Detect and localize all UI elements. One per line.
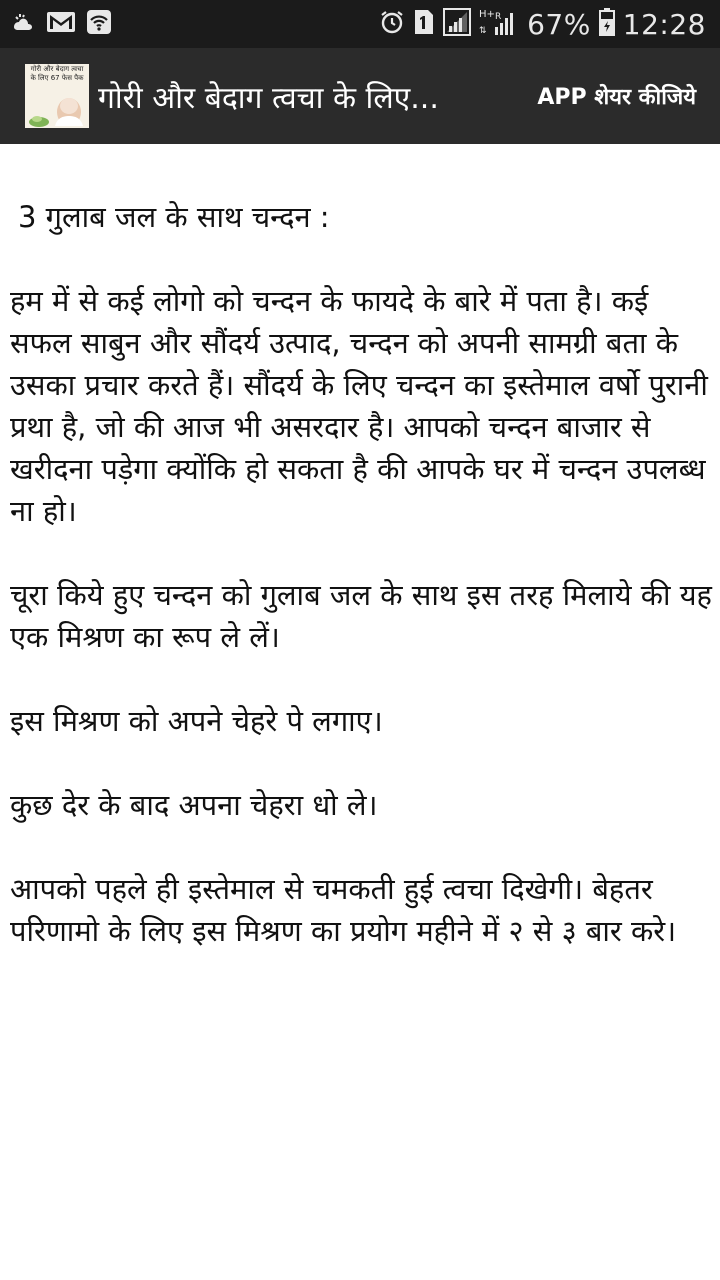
share-app-button[interactable]: APP शेयर कीजिये xyxy=(537,85,696,110)
svg-text:R: R xyxy=(495,12,502,22)
app-title: गोरी और बेदाग त्वचा के लिए... xyxy=(98,80,439,116)
signal-roaming-icon xyxy=(479,7,519,41)
weather-icon xyxy=(10,9,36,39)
status-bar xyxy=(0,0,720,48)
clock: 12:28 xyxy=(622,7,706,41)
status-bar-left xyxy=(10,0,112,48)
svg-text:⇅: ⇅ xyxy=(479,26,487,36)
app-logo[interactable] xyxy=(25,64,89,128)
logo-face-illustration xyxy=(25,64,89,128)
signal-icon xyxy=(443,8,471,40)
app-logo-text: गोरी और बेदाग त्वचा के लिए 67 फेस पैक xyxy=(30,65,84,82)
gmail-icon xyxy=(46,10,76,38)
article-paragraph: चूरा किये हुए चन्दन को गुलाब जल के साथ इस तरह मिलाये की यह एक मिश्रण का रूप ले लें। xyxy=(10,578,712,654)
article-heading: 3 गुलाब जल के साथ चन्दन : xyxy=(18,200,330,234)
article xyxy=(10,196,712,994)
alarm-icon xyxy=(379,9,405,39)
article-paragraph: इस मिश्रण को अपने चेहरे पे लगाए। xyxy=(10,704,383,738)
status-bar-right xyxy=(379,0,706,48)
wifi-icon xyxy=(86,9,112,39)
battery-percent: 67% xyxy=(527,7,591,41)
content-area xyxy=(0,144,720,1280)
sim-1-icon xyxy=(413,8,435,40)
battery-icon xyxy=(599,8,615,40)
app-bar xyxy=(0,48,720,144)
article-paragraph: कुछ देर के बाद अपना चेहरा धो ले। xyxy=(10,788,378,822)
svg-text:H+: H+ xyxy=(479,9,495,20)
article-paragraph: हम में से कई लोगो को चन्दन के फायदे के बारे में पता है। कई सफल साबुन और सौंदर्य उत्पाद, चन्दन को अपनी सामग्री बता के उसका प्रचार करते हैं। सौंदर्य के लिए चन्दन का इस्तेमाल वर्षो पुरानी प्रथा है, जो की आज भी असरदार है। आपको चन्दन बाजार से खरीदना पड़ेगा क्योंकि हो सकता है की आपके घर में चन्दन उपलब्ध ना हो। xyxy=(10,284,708,528)
article-paragraph: आपको पहले ही इस्तेमाल से चमकती हुई त्वचा दिखेगी। बेहतर परिणामो के लिए इस मिश्रण का प्रयोग महीने में २ से ३ बार करे। xyxy=(10,872,677,948)
